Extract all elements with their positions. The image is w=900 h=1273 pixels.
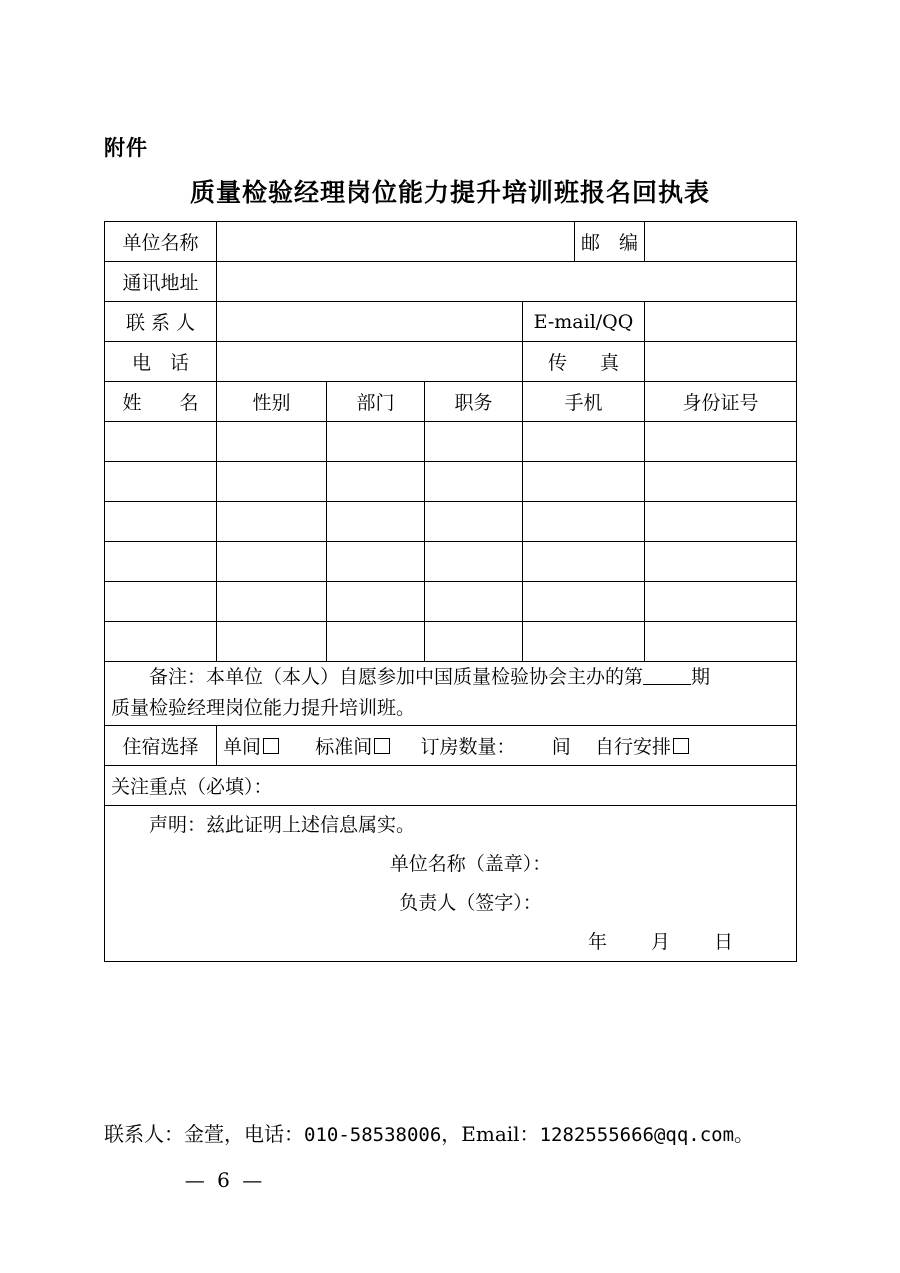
cell-gender[interactable]: [217, 542, 327, 582]
participants-header-row: [105, 382, 797, 422]
option-self-arrange-label: 自行安排: [594, 735, 671, 758]
cell-name[interactable]: [105, 542, 217, 582]
declaration-date[interactable]: 年 月 日: [587, 930, 735, 953]
registration-form-table: [104, 221, 797, 962]
self-arrange-checkbox[interactable]: [673, 738, 689, 754]
table-row: [105, 542, 797, 582]
focus-block[interactable]: [105, 765, 797, 805]
unit-name-label: 单位名称: [105, 222, 217, 262]
cell-name[interactable]: [105, 422, 217, 462]
cell-gender[interactable]: [217, 622, 327, 662]
declaration-statement: 声明：兹此证明上述信息属实。: [149, 813, 416, 836]
footer-contact-prefix: 联系人：金萱，电话：: [104, 1122, 304, 1146]
page-number: — 6 —: [184, 1168, 266, 1192]
address-input[interactable]: [217, 262, 797, 302]
cell-name[interactable]: [105, 502, 217, 542]
email-qq-input[interactable]: [645, 302, 797, 342]
note-line-2: 质量检验经理岗位能力提升培训班。: [111, 697, 416, 720]
cell-position[interactable]: [425, 422, 523, 462]
unit-name-input[interactable]: [217, 222, 575, 262]
cell-gender[interactable]: [217, 422, 327, 462]
cell-position[interactable]: [425, 462, 523, 502]
cell-id-number[interactable]: [645, 582, 797, 622]
cell-id-number[interactable]: [645, 542, 797, 582]
cell-department[interactable]: [327, 462, 425, 502]
cell-department[interactable]: [327, 622, 425, 662]
cell-mobile[interactable]: [523, 542, 645, 582]
declaration-row: [105, 805, 797, 962]
cell-department[interactable]: [327, 582, 425, 622]
focus-row: [105, 765, 797, 805]
header-gender: 性别: [217, 382, 327, 422]
cell-id-number[interactable]: [645, 622, 797, 662]
header-mobile: 手机: [523, 382, 645, 422]
cell-position[interactable]: [425, 502, 523, 542]
option-single-room-label: 单间: [223, 735, 262, 758]
page-title: 质量检验经理岗位能力提升培训班报名回执表: [189, 178, 710, 207]
cell-mobile[interactable]: [523, 622, 645, 662]
footer-suffix: 。: [734, 1122, 755, 1146]
cell-mobile[interactable]: [523, 502, 645, 542]
cell-mobile[interactable]: [523, 462, 645, 502]
phone-label: 电 话: [105, 342, 217, 382]
attachment-label: 附件: [104, 136, 148, 160]
footer-contact: [104, 1118, 754, 1147]
focus-label: 关注重点（必填）：: [111, 775, 273, 798]
declaration-block: [105, 805, 797, 962]
fax-label: 传 真: [523, 342, 645, 382]
cell-department[interactable]: [327, 422, 425, 462]
footer-email: 1282555666@qq.com: [539, 1124, 735, 1146]
table-row-unit-name: [105, 222, 797, 262]
cell-gender[interactable]: [217, 502, 327, 542]
cell-id-number[interactable]: [645, 462, 797, 502]
cell-position[interactable]: [425, 542, 523, 582]
standard-room-checkbox[interactable]: [374, 738, 390, 754]
cell-id-number[interactable]: [645, 502, 797, 542]
cell-department[interactable]: [327, 542, 425, 582]
postcode-input[interactable]: [645, 222, 797, 262]
note-row: [105, 662, 797, 726]
table-row: [105, 622, 797, 662]
table-row: [105, 462, 797, 502]
note-blank-field[interactable]: [643, 684, 691, 685]
footer-email-label: ，Email：: [441, 1122, 540, 1146]
declaration-signature[interactable]: 负责人（签字）：: [399, 891, 542, 914]
table-row-contact: [105, 302, 797, 342]
cell-department[interactable]: [327, 502, 425, 542]
postcode-label: 邮 编: [575, 222, 645, 262]
lodging-label: 住宿选择: [105, 725, 217, 765]
declaration-unit-seal[interactable]: 单位名称（盖章）：: [389, 852, 552, 875]
note-text-a: 备注：本单位（本人）自愿参加中国质量检验协会主办的第: [149, 666, 644, 688]
room-unit-label: 间: [551, 735, 571, 758]
contact-input[interactable]: [217, 302, 523, 342]
footer-phone: 010-58538006: [304, 1124, 442, 1146]
option-standard-room-label: 标准间: [315, 735, 373, 758]
room-count-label: 订房数量：: [420, 735, 516, 758]
header-id-number: 身份证号: [645, 382, 797, 422]
header-department: 部门: [327, 382, 425, 422]
header-name: 姓 名: [105, 382, 217, 422]
note-text-b: 期: [691, 666, 711, 688]
fax-input[interactable]: [645, 342, 797, 382]
table-row-address: [105, 262, 797, 302]
table-row: [105, 502, 797, 542]
table-row: [105, 422, 797, 462]
table-row-phone: [105, 342, 797, 382]
cell-position[interactable]: [425, 582, 523, 622]
address-label: 通讯地址: [105, 262, 217, 302]
contact-label: 联 系 人: [105, 302, 217, 342]
note-block: [105, 662, 797, 726]
phone-input[interactable]: [217, 342, 523, 382]
cell-gender[interactable]: [217, 582, 327, 622]
header-position: 职务: [425, 382, 523, 422]
cell-position[interactable]: [425, 622, 523, 662]
email-qq-label: E-mail/QQ: [523, 302, 645, 342]
cell-mobile[interactable]: [523, 422, 645, 462]
table-row: [105, 582, 797, 622]
cell-mobile[interactable]: [523, 582, 645, 622]
note-line-1: [111, 662, 790, 693]
cell-name[interactable]: [105, 582, 217, 622]
cell-id-number[interactable]: [645, 422, 797, 462]
cell-gender[interactable]: [217, 462, 327, 502]
lodging-row: [105, 725, 797, 765]
cell-name[interactable]: [105, 622, 217, 662]
cell-name[interactable]: [105, 462, 217, 502]
lodging-options: [217, 725, 797, 765]
single-room-checkbox[interactable]: [263, 738, 279, 754]
